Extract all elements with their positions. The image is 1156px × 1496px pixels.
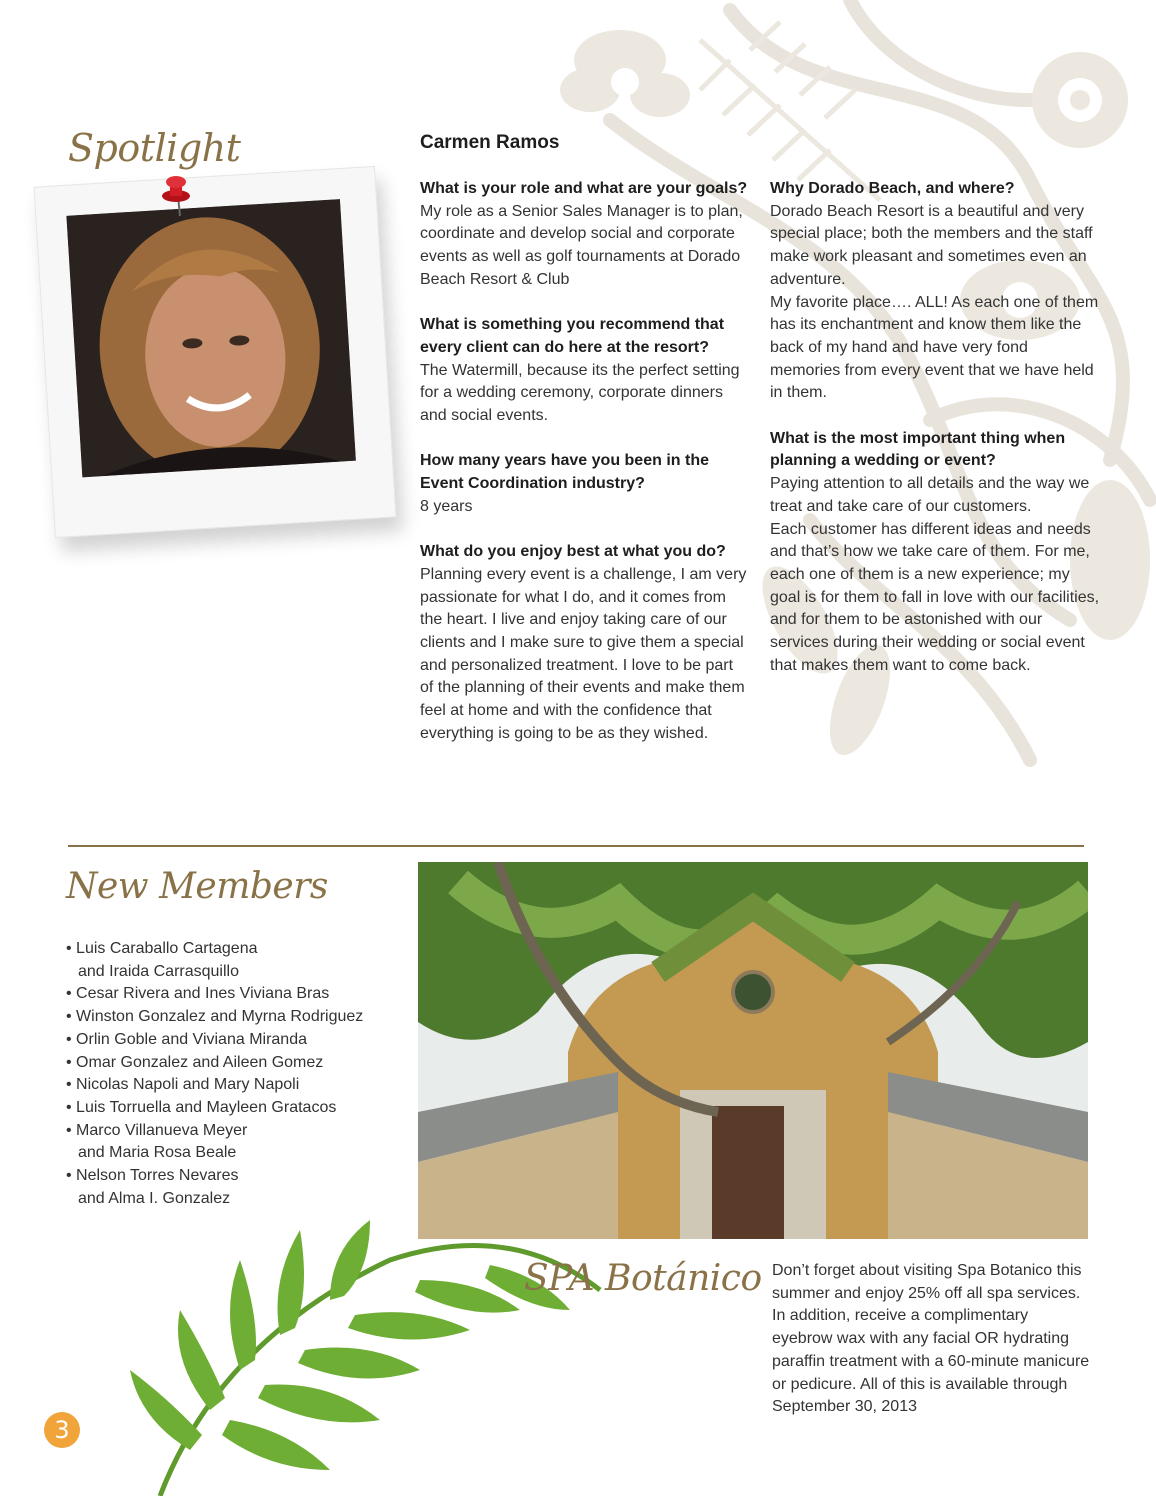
list-item: • Orlin Goble and Viviana Miranda — [66, 1030, 307, 1048]
question: Why Dorado Beach, and where? — [770, 180, 1015, 197]
chapel-photo — [418, 862, 1088, 1239]
spa-description: Don’t forget about visiting Spa Botanico this summer and enjoy 25% off all spa services. In addition, receive a complimentary eyebrow wax with any facial OR hydrating paraffin treatment with a 60-minute manicure or pedicure. All of this is available through September 30, 2013 — [772, 1262, 1090, 1416]
new-members-heading: New Members — [66, 866, 328, 907]
answer: My favorite place…. ALL! As each one of them has its enchantment and know them like the back of my hand and have very fond memories from every event that we have held in them. — [770, 293, 1099, 402]
question: What is something you recommend that every client can do here at the resort? — [420, 316, 725, 356]
list-item: • Nelson Torres Nevares and Alma I. Gonzalez — [66, 1167, 239, 1207]
list-item: • Omar Gonzalez and Aileen Gomez — [66, 1053, 324, 1071]
new-members-list — [66, 938, 406, 1210]
answer: 8 years — [420, 497, 473, 515]
pushpin-icon — [158, 172, 198, 218]
portrait-photo — [66, 199, 355, 477]
list-item: • Nicolas Napoli and Mary Napoli — [66, 1076, 300, 1094]
question: What is the most important thing when planning a wedding or event? — [770, 429, 1066, 470]
list-item: • Winston Gonzalez and Myrna Rodriguez — [66, 1008, 364, 1026]
list-item: • Luis Torruella and Mayleen Gratacos — [66, 1098, 337, 1116]
answer: Each customer has different ideas and needs and that’s how we take care of them. For me, each one of them is a new experience; my goal is for them to fall in love with our facilities, and for them to be astonished with our services during their wedding or social event that makes them want to come back. — [770, 520, 1100, 674]
list-item: • Cesar Rivera and Ines Viviana Bras — [66, 985, 330, 1003]
answer: Dorado Beach Resort is a beautiful and very special place; both the members and the staff make work pleasant and sometimes even an adventure. — [770, 202, 1093, 288]
spotlight-qa-column-1 — [420, 178, 750, 746]
answer: Paying attention to all details and the way we treat and take care of our customers. — [770, 475, 1090, 515]
question: What is your role and what are your goals? — [420, 180, 748, 197]
spotlight-qa-column-2 — [770, 178, 1100, 677]
spotlight-person-name: Carmen Ramos — [420, 132, 560, 153]
list-item: • Luis Caraballo Cartagena and Iraida Carrasquillo — [66, 940, 258, 980]
section-divider — [68, 845, 1084, 847]
spa-botanico-heading: SPA Botánico — [524, 1258, 762, 1299]
answer: My role as a Senior Sales Manager is to plan, coordinate and develop social and corporate events as well as golf tournaments at Dorado Beach Resort & Club — [420, 202, 743, 288]
spotlight-heading: Spotlight — [68, 126, 241, 170]
answer: Planning every event is a challenge, I am very passionate for what I do, and it comes from the heart. I live and enjoy taking care of our clients and I make sure to give them a special and personalized treatment. I love to be part of the planning of their events and make them feel at home and with the confidence that everything is going to be as they wished. — [420, 565, 747, 742]
question: How many years have you been in the Event Coordination industry? — [420, 452, 709, 493]
answer: The Watermill, because its the perfect setting for a wedding ceremony, corporate dinners and social events. — [420, 361, 740, 425]
polaroid-photo-frame — [34, 166, 397, 538]
page-number-badge: 3 — [44, 1412, 80, 1448]
question: What do you enjoy best at what you do? — [420, 543, 726, 561]
list-item: • Marco Villanueva Meyer and Maria Rosa Beale — [66, 1121, 248, 1162]
